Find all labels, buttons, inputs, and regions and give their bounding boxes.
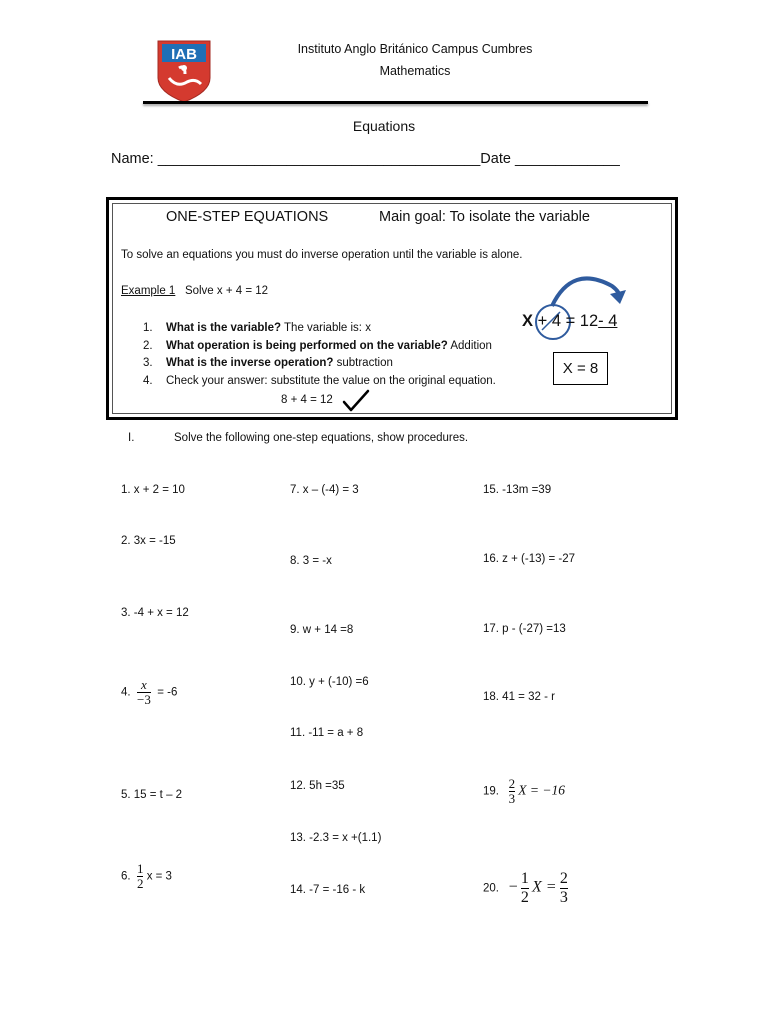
problem-11: 11. -11 = a + 8 bbox=[290, 727, 364, 739]
school-name: Instituto Anglo Británico Campus Cumbres bbox=[297, 42, 533, 56]
problem-6: 6. $\frac{1}{2}$ x = 3 bbox=[121, 861, 172, 891]
step-item: 3. What is the inverse operation? subtraction bbox=[143, 357, 393, 369]
header-rule bbox=[143, 101, 648, 104]
problem-3: 3. -4 + x = 12 bbox=[121, 607, 189, 619]
fraction: $\frac{2}{3}$ bbox=[508, 776, 516, 806]
problem-9: 9. w + 14 =8 bbox=[290, 624, 354, 636]
example-line bbox=[121, 285, 268, 297]
fraction: $\frac{1}{2}$ bbox=[136, 861, 144, 891]
step-item: 2. What operation is being performed on the variable? Addition bbox=[143, 339, 492, 352]
box-heading: ONE-STEP EQUATIONS bbox=[166, 209, 329, 225]
problem-19: 19. $\frac{2}{3}$ X = −16 bbox=[483, 776, 566, 806]
example-label: Example 1 bbox=[121, 285, 176, 297]
step-item: 1. What is the variable? The variable is: x bbox=[143, 322, 371, 334]
document-title: Equations bbox=[352, 118, 416, 134]
problem-17: 17. p - (-27) =13 bbox=[483, 623, 566, 635]
problem-18: 18. 41 = 32 - r bbox=[483, 691, 555, 703]
worked-equation: X + 4 = 12- 4 bbox=[522, 312, 618, 330]
fraction: $\frac{1}{2}$ bbox=[520, 870, 529, 906]
problem-8: 8. 3 = -x bbox=[290, 555, 332, 567]
example-text: Solve x + 4 = 12 bbox=[184, 285, 269, 297]
section-number: I. bbox=[128, 432, 135, 444]
name-date-line: Name: ________________________________________Date _____________ bbox=[111, 151, 620, 167]
fraction: $\frac{x}{-3}$ bbox=[136, 677, 151, 707]
inverse-operation-arrow bbox=[520, 268, 630, 344]
problem-14: 14. -7 = -16 - k bbox=[290, 884, 366, 896]
problem-7: 7. x – (-4) = 3 bbox=[290, 484, 359, 496]
steps-list bbox=[143, 320, 496, 390]
box-goal: Main goal: To isolate the variable bbox=[379, 209, 590, 225]
problem-1: 1. x + 2 = 10 bbox=[121, 484, 185, 496]
step-item: 4. Check your answer: substitute the value on the original equation. bbox=[143, 374, 496, 387]
problem-12: 12. 5h =35 bbox=[290, 780, 345, 792]
fraction: $\frac{2}{3}$ bbox=[559, 870, 568, 906]
problem-2: 2. 3x = -15 bbox=[121, 535, 176, 547]
problem-16: 16. z + (-13) = -27 bbox=[483, 553, 576, 565]
subject-name: Mathematics bbox=[379, 64, 451, 78]
checkmark-icon bbox=[342, 389, 370, 413]
logo-text: IAB bbox=[171, 46, 197, 63]
problem-20: 20. − $\frac{1}{2}$ X = $\frac{2}{3}$ bbox=[483, 870, 568, 906]
problem-4: 4. $\frac{x}{-3}$ = -6 bbox=[121, 677, 178, 707]
instructions-text: Solve the following one-step equations, show procedures. bbox=[174, 432, 469, 444]
answer-box: X = 8 bbox=[553, 352, 608, 385]
check-equation: 8 + 4 = 12 bbox=[281, 394, 333, 406]
problem-13: 13. -2.3 = x +(1.1) bbox=[290, 832, 382, 844]
problem-5: 5. 15 = t – 2 bbox=[121, 789, 183, 801]
problem-10: 10. y + (-10) =6 bbox=[290, 676, 369, 688]
explanation-text: To solve an equations you must do inverse operation until the variable is alone. bbox=[121, 249, 523, 261]
problem-15: 15. -13m =39 bbox=[483, 484, 552, 496]
school-logo bbox=[155, 38, 213, 104]
